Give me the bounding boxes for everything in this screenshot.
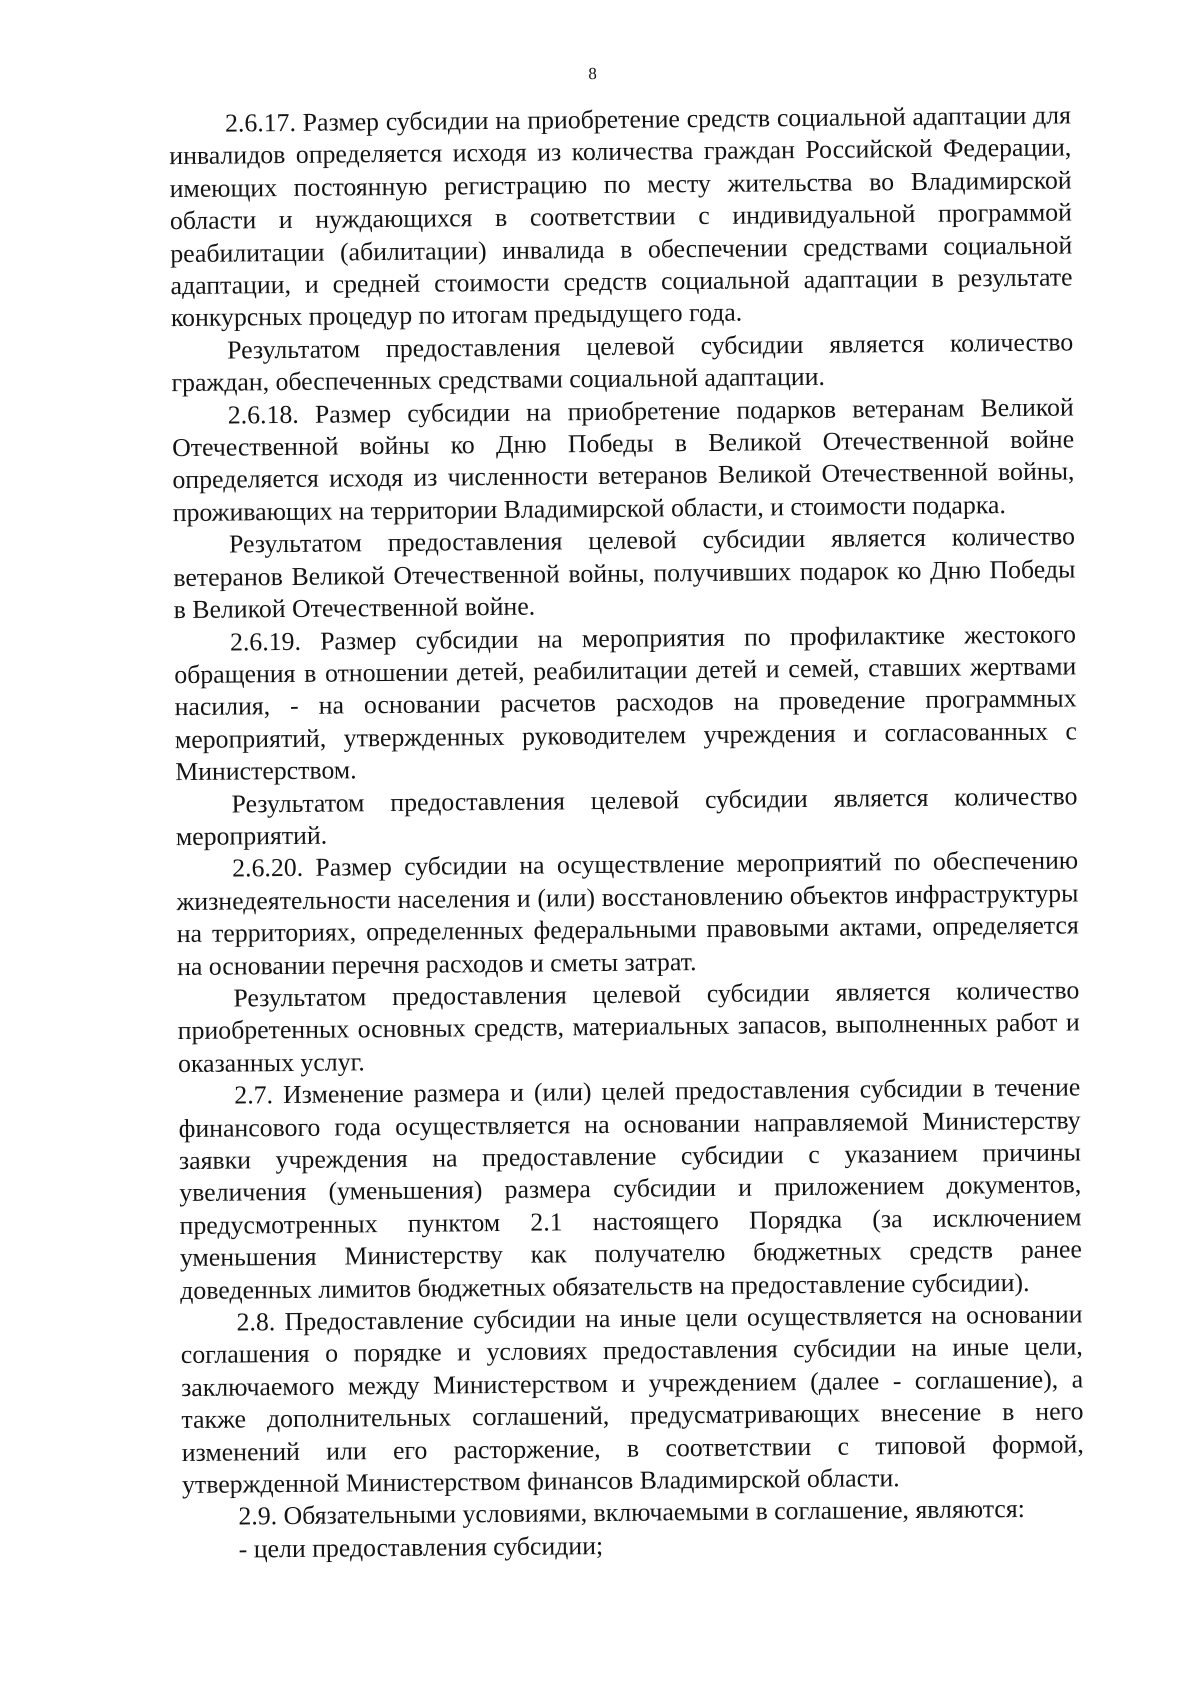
paragraph-2-6-18: 2.6.18. Размер субсидии на приобретение подарков ветеранам Великой Отечественной войны ко Дню Победы в Великой Отечественной войне определяется исходя из численности ветеранов Великой Отечественной войны, проживающих на территории Владимирской области, и стоимости подарка. (171, 392, 1075, 527)
paragraph-2-7: 2.7. Изменение размера и (или) целей предоставления субсидии в течение финансового года осуществляется на основании направляемой Министерству заявки учреждения на предоставление субсидии с указанием причины увеличения (уменьшения) размера субсидии и приложением документов, предусмотренных пунктом 2.1 настоящего Порядка (за исключением уменьшения Министерству как получателю бюджетных средств ранее доведенных лимитов бюджетных обязательств на предоставление субсидии). (178, 1072, 1083, 1305)
paragraph-2-6-19: 2.6.19. Размер субсидии на мероприятия по профилактике жестокого обращения в отношении детей, реабилитации детей и семей, ставших жертвами насилия, - на основании расчетов расходов на проведение программных мероприятий, утвержденных руководителем учреждения и согласованных с Министерством. (174, 618, 1078, 787)
document-body (169, 99, 1085, 1566)
paragraph-2-8: 2.8. Предоставление субсидии на иные цели осуществляется на основании соглашения о порядке и условиях предоставления субсидии на иные цели, заключаемого между Министерством и учреждением (далее - соглашение), а также дополнительных соглашений, предусматривающих внесение в него изменений или его расторжение, в соответствии с типовой формой, утвержденной Министерством финансов Владимирской области. (180, 1299, 1084, 1500)
paragraph-result-2-6-19: Результатом предоставления целевой субсидии является количество мероприятий. (175, 780, 1078, 852)
paragraph-result-2-6-18: Результатом предоставления целевой субсидии является количество ветеранов Великой Отечественной войны, получивших подарок ко Дню Победы в Великой Отечественной войне. (173, 521, 1076, 625)
paragraph-2-6-20: 2.6.20. Размер субсидии на осуществление мероприятий по обеспечению жизнедеятельности населения и (или) восстановлению объектов инфраструктуры на территориях, определенных федеральными правовыми актами, определяется на основании перечня расходов и сметы затрат. (176, 845, 1079, 981)
page-number: 8 (588, 63, 597, 84)
paragraph-2-6-17: 2.6.17. Размер субсидии на приобретение средств социальной адаптации для инвалидов определяется исходя из количества граждан Российской Федерации, имеющих постоянную регистрацию по месту жительства во Владимирской области и нуждающихся в соответствии с индивидуальной программой реабилитации (абилитации) инвалида в обеспечении средствами социальной адаптации, и средней стоимости средств социальной адаптации в результате конкурсных процедур по итогам предыдущего года. (169, 100, 1073, 333)
paragraph-2-9: 2.9. Обязательными условиями, включаемыми в соглашение, являются: (238, 1494, 1025, 1531)
paragraph-result-2-6-20: Результатом предоставления целевой субсидии является количество приобретенных основных средств, материальных запасов, выполненных работ и оказанных услуг. (177, 975, 1080, 1078)
paragraph-result-2-6-17: Результатом предоставления целевой субсидии является количество граждан, обеспеченных средствами социальной адаптации. (171, 327, 1074, 398)
list-item-subsidy-goals: - цели предоставления субсидии; (238, 1530, 604, 1564)
